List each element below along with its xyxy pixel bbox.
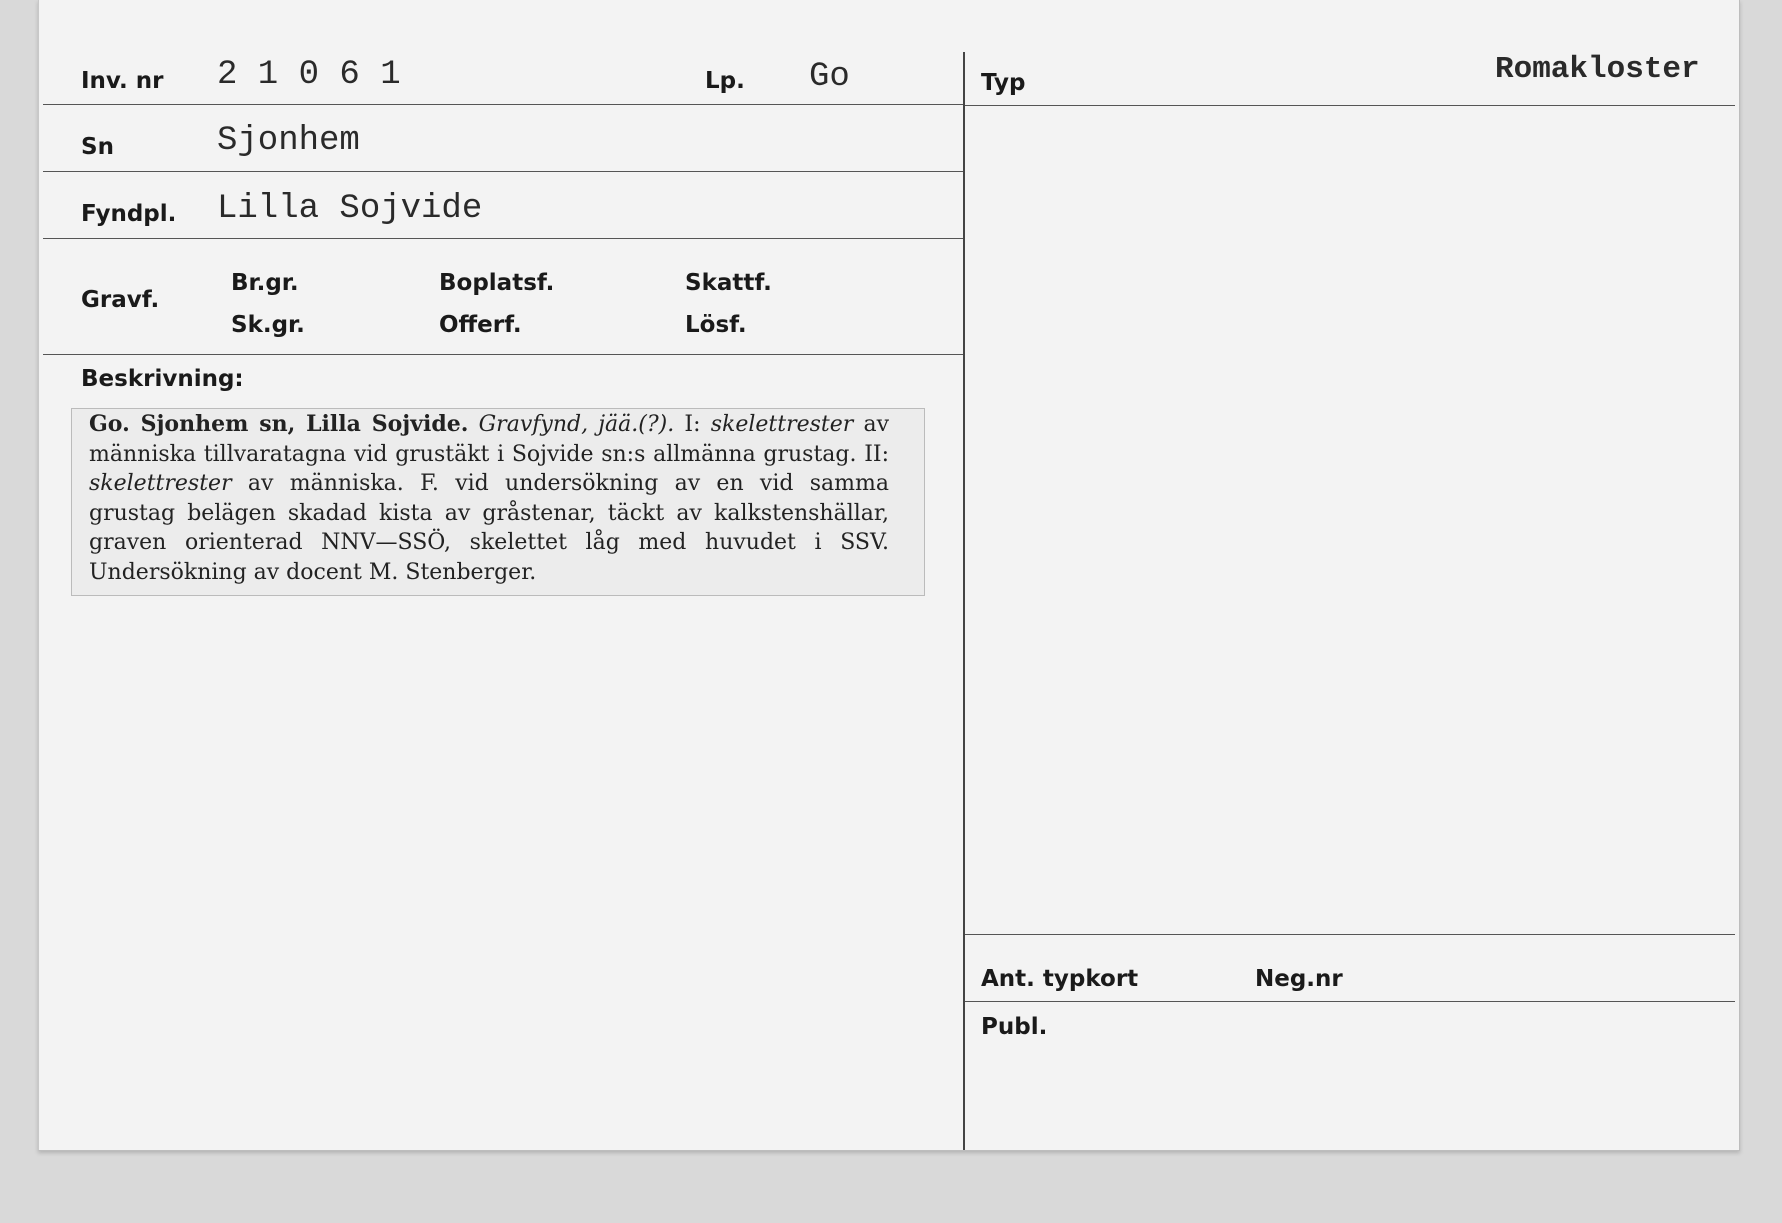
sn-label: Sn: [81, 134, 114, 160]
fyndpl-label: Fyndpl.: [81, 201, 177, 227]
divider-inv: [43, 104, 963, 105]
offerf-label: Offerf.: [439, 312, 522, 338]
typ-label: Typ: [981, 70, 1026, 96]
inv-nr-value: 2 1 0 6 1: [217, 56, 401, 94]
ant-typkort-label: Ant. typkort: [981, 966, 1139, 992]
description-text-1: I:: [674, 412, 711, 437]
description-find-type: Gravfynd, jää.(?).: [478, 412, 675, 437]
gravf-label: Gravf.: [81, 287, 160, 313]
publ-label: Publ.: [981, 1014, 1048, 1040]
sn-value: Sjonhem: [217, 122, 360, 160]
divider-gravf: [43, 354, 963, 355]
neg-nr-label: Neg.nr: [1255, 966, 1343, 992]
column-divider: [963, 52, 965, 1150]
divider-ant-typkort-bottom: [965, 1001, 1735, 1002]
description-italic-skelettrester-2: skelettrester: [89, 471, 232, 496]
description-text-2: av människa tillvaratagna vid grustäkt i Sojvide sn:s allmänna grustag. II:: [89, 412, 890, 467]
fyndpl-value: Lilla Sojvide: [217, 190, 483, 228]
divider-typ: [965, 105, 1735, 106]
catalog-card: [38, 0, 1740, 1151]
br-gr-label: Br.gr.: [231, 270, 299, 296]
boplatsf-label: Boplatsf.: [439, 270, 555, 296]
sk-gr-label: Sk.gr.: [231, 312, 305, 338]
lp-value: Go: [809, 58, 850, 96]
beskrivning-label: Beskrivning:: [81, 366, 244, 392]
typ-value: Romakloster: [1495, 52, 1700, 87]
losf-label: Lösf.: [685, 312, 747, 338]
description-text: [89, 410, 889, 587]
inv-nr-label: Inv. nr: [81, 68, 164, 94]
description-italic-skelettrester-1: skelettrester: [710, 412, 854, 437]
description-text-3: av människa. F. vid undersökning av en vid samma grustag belägen skadad kista av gråstenar, täckt av kalkstenshällar, graven orienterad NNV—SSÖ, skelettet låg med huvudet i SSV. Undersökning av docent M. Stenberger.: [89, 471, 889, 585]
description-lead: Go. Sjonhem sn, Lilla Sojvide.: [89, 411, 469, 437]
skattf-label: Skattf.: [685, 270, 772, 296]
lp-label: Lp.: [705, 68, 745, 94]
divider-sn: [43, 171, 963, 172]
divider-fyndpl: [43, 238, 963, 239]
divider-ant-typkort-top: [965, 934, 1735, 935]
